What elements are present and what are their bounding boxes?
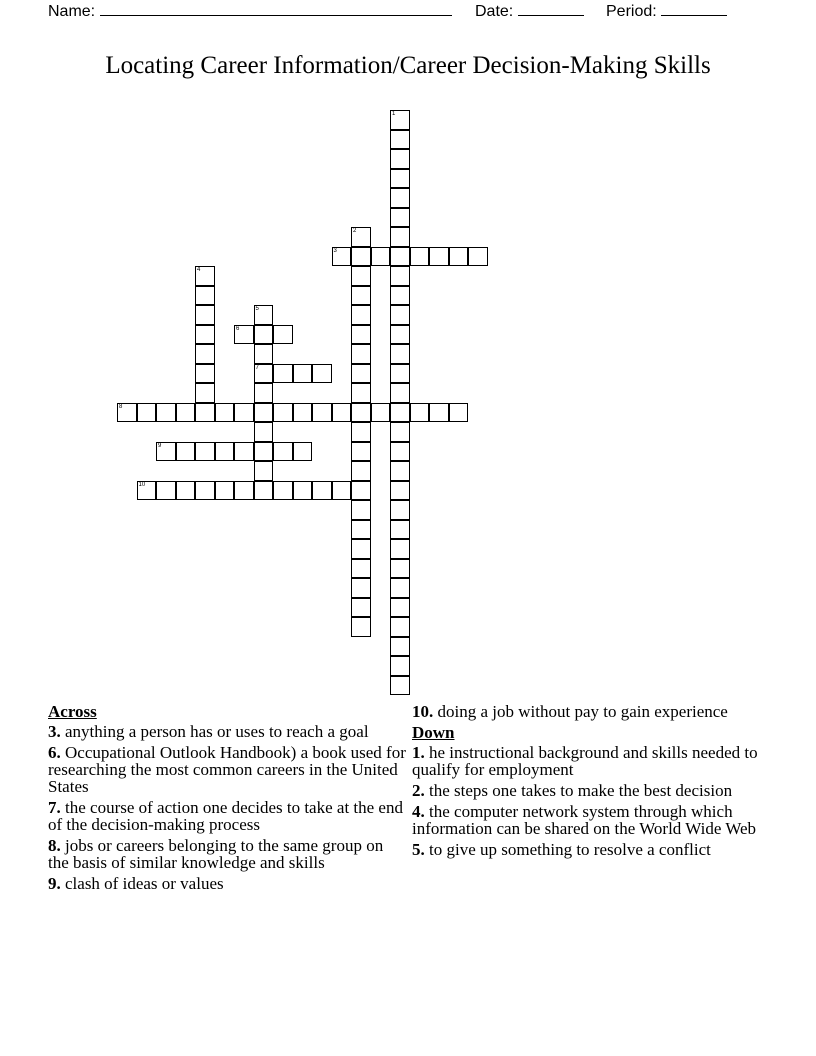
crossword-cell[interactable] (254, 305, 274, 325)
crossword-cell[interactable] (351, 286, 371, 306)
crossword-cell[interactable] (390, 149, 410, 169)
clue-text: clash of ideas or values (65, 874, 224, 893)
crossword-cell[interactable] (254, 403, 274, 423)
crossword-cell[interactable] (234, 325, 254, 345)
crossword-cell[interactable] (234, 403, 254, 423)
crossword-cell[interactable] (390, 676, 410, 696)
crossword-cell[interactable] (390, 247, 410, 267)
crossword-cell[interactable] (449, 247, 469, 267)
crossword-cell[interactable] (371, 403, 391, 423)
clue-number: 3. (48, 722, 61, 741)
clue-down-1 (412, 744, 770, 778)
crossword-cell[interactable] (351, 383, 371, 403)
crossword-cell[interactable] (351, 598, 371, 618)
clue-across-8 (48, 837, 406, 871)
crossword-cell[interactable] (195, 383, 215, 403)
crossword-cell[interactable] (293, 442, 313, 462)
crossword-cell[interactable] (390, 344, 410, 364)
crossword-cell[interactable] (390, 130, 410, 150)
clue-across-6 (48, 744, 406, 795)
clue-text: the computer network system through which information can be shared on the World Wide Web (412, 802, 757, 838)
crossword-cell[interactable] (390, 305, 410, 325)
crossword-cell-number: 4 (197, 267, 201, 273)
crossword-cell[interactable] (195, 286, 215, 306)
clue-text: doing a job without pay to gain experience (437, 702, 728, 721)
crossword-cell[interactable] (273, 403, 293, 423)
crossword-cell[interactable] (390, 169, 410, 189)
page-title: Locating Career Information/Career Decision-Making Skills (105, 52, 711, 79)
crossword-cell[interactable] (390, 520, 410, 540)
crossword-cell[interactable] (234, 481, 254, 501)
crossword-cell-number: 3 (333, 247, 337, 254)
crossword-cell[interactable] (390, 422, 410, 442)
crossword-cell[interactable] (351, 422, 371, 442)
clue-text: he instructional background and skills needed to qualify for employment (412, 743, 758, 779)
crossword-cell[interactable] (254, 325, 274, 345)
crossword-cell[interactable] (156, 403, 176, 423)
clue-text: to give up something to resolve a conflict (429, 840, 711, 859)
date-label: Date: (475, 3, 514, 20)
crossword-cell[interactable] (390, 325, 410, 345)
crossword-cell[interactable] (390, 500, 410, 520)
across-heading: Across (48, 702, 97, 721)
crossword-cell[interactable] (332, 403, 352, 423)
clue-across-9 (48, 875, 406, 892)
crossword-cell[interactable] (254, 383, 274, 403)
crossword-cell[interactable] (312, 364, 332, 384)
crossword-cell[interactable] (273, 325, 293, 345)
crossword-cell[interactable] (293, 403, 313, 423)
crossword-cell[interactable] (156, 481, 176, 501)
crossword-cell[interactable] (137, 481, 157, 501)
crossword-cell[interactable] (215, 481, 235, 501)
crossword-cell[interactable] (468, 247, 488, 267)
crossword-cell[interactable] (390, 403, 410, 423)
clues-column-2 (412, 703, 770, 862)
clue-down-5 (412, 841, 770, 858)
crossword-cell[interactable] (254, 442, 274, 462)
crossword-cell[interactable] (351, 500, 371, 520)
crossword-cell[interactable] (273, 442, 293, 462)
crossword-cell[interactable] (234, 442, 254, 462)
clue-number: 6. (48, 743, 61, 762)
crossword-cell[interactable] (195, 325, 215, 345)
crossword-cell[interactable] (410, 403, 430, 423)
crossword-cell[interactable] (254, 481, 274, 501)
crossword-cell[interactable] (351, 305, 371, 325)
crossword-cell[interactable] (371, 247, 391, 267)
crossword-cell-number: 10 (138, 481, 146, 488)
crossword-cell[interactable] (312, 481, 332, 501)
crossword-cell[interactable] (351, 344, 371, 364)
crossword-cell[interactable] (390, 188, 410, 208)
crossword-cell[interactable] (195, 305, 215, 325)
crossword-cell[interactable] (390, 383, 410, 403)
crossword-cell[interactable] (390, 617, 410, 637)
crossword-cell[interactable] (429, 247, 449, 267)
clue-text: the steps one takes to make the best decision (429, 781, 733, 800)
crossword-cell[interactable] (195, 403, 215, 423)
crossword-cell[interactable] (254, 344, 274, 364)
crossword-cell[interactable] (332, 481, 352, 501)
clue-number: 9. (48, 874, 61, 893)
crossword-cell[interactable] (351, 247, 371, 267)
crossword-cell[interactable] (176, 442, 196, 462)
crossword-cell[interactable] (429, 403, 449, 423)
crossword-cell[interactable] (390, 227, 410, 247)
clue-number: 2. (412, 781, 425, 800)
crossword-cell-number: 1 (392, 111, 396, 117)
crossword-cell[interactable] (390, 539, 410, 559)
crossword-cell[interactable] (390, 481, 410, 501)
clue-text: anything a person has or uses to reach a goal (65, 722, 369, 741)
crossword-cell[interactable] (351, 520, 371, 540)
crossword-cell[interactable] (351, 461, 371, 481)
crossword-cell[interactable] (351, 578, 371, 598)
clue-text: Occupational Outlook Handbook) a book used for researching the most common careers in the United States (48, 743, 406, 796)
crossword-cell[interactable] (273, 364, 293, 384)
crossword-cell[interactable] (293, 481, 313, 501)
crossword-cell[interactable] (351, 266, 371, 286)
crossword-cell-number: 6 (236, 325, 240, 332)
crossword-cell[interactable] (351, 227, 371, 247)
crossword-cell[interactable] (351, 617, 371, 637)
crossword-cell[interactable] (117, 403, 137, 423)
crossword-cell-number: 9 (158, 442, 162, 449)
crossword-cell[interactable] (390, 461, 410, 481)
name-label: Name: (48, 3, 96, 20)
crossword-cell[interactable] (410, 247, 430, 267)
clue-number: 1. (412, 743, 425, 762)
crossword-cell[interactable] (390, 442, 410, 462)
crossword-cell[interactable] (351, 364, 371, 384)
crossword-cell[interactable] (390, 637, 410, 657)
crossword-cell-number: 2 (353, 228, 357, 234)
crossword-cell[interactable] (293, 364, 313, 384)
crossword-cell[interactable] (351, 481, 371, 501)
crossword-cell[interactable] (254, 364, 274, 384)
crossword-cell[interactable] (215, 442, 235, 462)
clue-down-4 (412, 803, 770, 837)
crossword-cell[interactable] (195, 442, 215, 462)
clue-number: 10. (412, 702, 434, 721)
crossword-cell[interactable] (195, 266, 215, 286)
crossword-cell[interactable] (254, 461, 274, 481)
crossword-cell[interactable] (351, 442, 371, 462)
crossword-cell-number: 8 (119, 403, 123, 410)
clue-number: 4. (412, 802, 425, 821)
clue-text: jobs or careers belonging to the same group on the basis of similar knowledge and skills (48, 836, 384, 872)
crossword-cell-number: 7 (255, 364, 259, 371)
crossword-cell[interactable] (390, 110, 410, 130)
crossword-cell[interactable] (195, 344, 215, 364)
crossword-cell[interactable] (176, 403, 196, 423)
crossword-cell[interactable] (332, 247, 352, 267)
crossword-cell[interactable] (390, 598, 410, 618)
crossword-cell[interactable] (351, 559, 371, 579)
crossword-cell[interactable] (156, 442, 176, 462)
clues-column-1 (48, 703, 406, 896)
clue-across-3 (48, 723, 406, 740)
crossword-cell[interactable] (312, 403, 332, 423)
crossword-cell[interactable] (351, 539, 371, 559)
period-label: Period: (606, 3, 657, 20)
clue-number: 8. (48, 836, 61, 855)
clue-number: 7. (48, 798, 61, 817)
crossword-cell[interactable] (137, 403, 157, 423)
crossword-cell[interactable] (254, 422, 274, 442)
crossword-cell[interactable] (390, 578, 410, 598)
crossword-cell[interactable] (195, 364, 215, 384)
crossword-cell[interactable] (390, 286, 410, 306)
crossword-cell[interactable] (176, 481, 196, 501)
crossword-cell[interactable] (390, 559, 410, 579)
clue-across-7 (48, 799, 406, 833)
crossword-cell[interactable] (390, 656, 410, 676)
crossword-cell[interactable] (195, 481, 215, 501)
down-heading: Down (412, 723, 455, 742)
crossword-cell[interactable] (390, 266, 410, 286)
clue-text: the course of action one decides to take at the end of the decision-making process (48, 798, 403, 834)
crossword-cell[interactable] (215, 403, 235, 423)
clue-across-10 (412, 703, 770, 720)
clue-down-2 (412, 782, 770, 799)
crossword-cell[interactable] (390, 364, 410, 384)
crossword-cell-number: 5 (255, 306, 259, 312)
crossword-cell[interactable] (351, 403, 371, 423)
crossword-cell[interactable] (449, 403, 469, 423)
clue-number: 5. (412, 840, 425, 859)
crossword-cell[interactable] (273, 481, 293, 501)
crossword-cell[interactable] (351, 325, 371, 345)
crossword-cell[interactable] (390, 208, 410, 228)
